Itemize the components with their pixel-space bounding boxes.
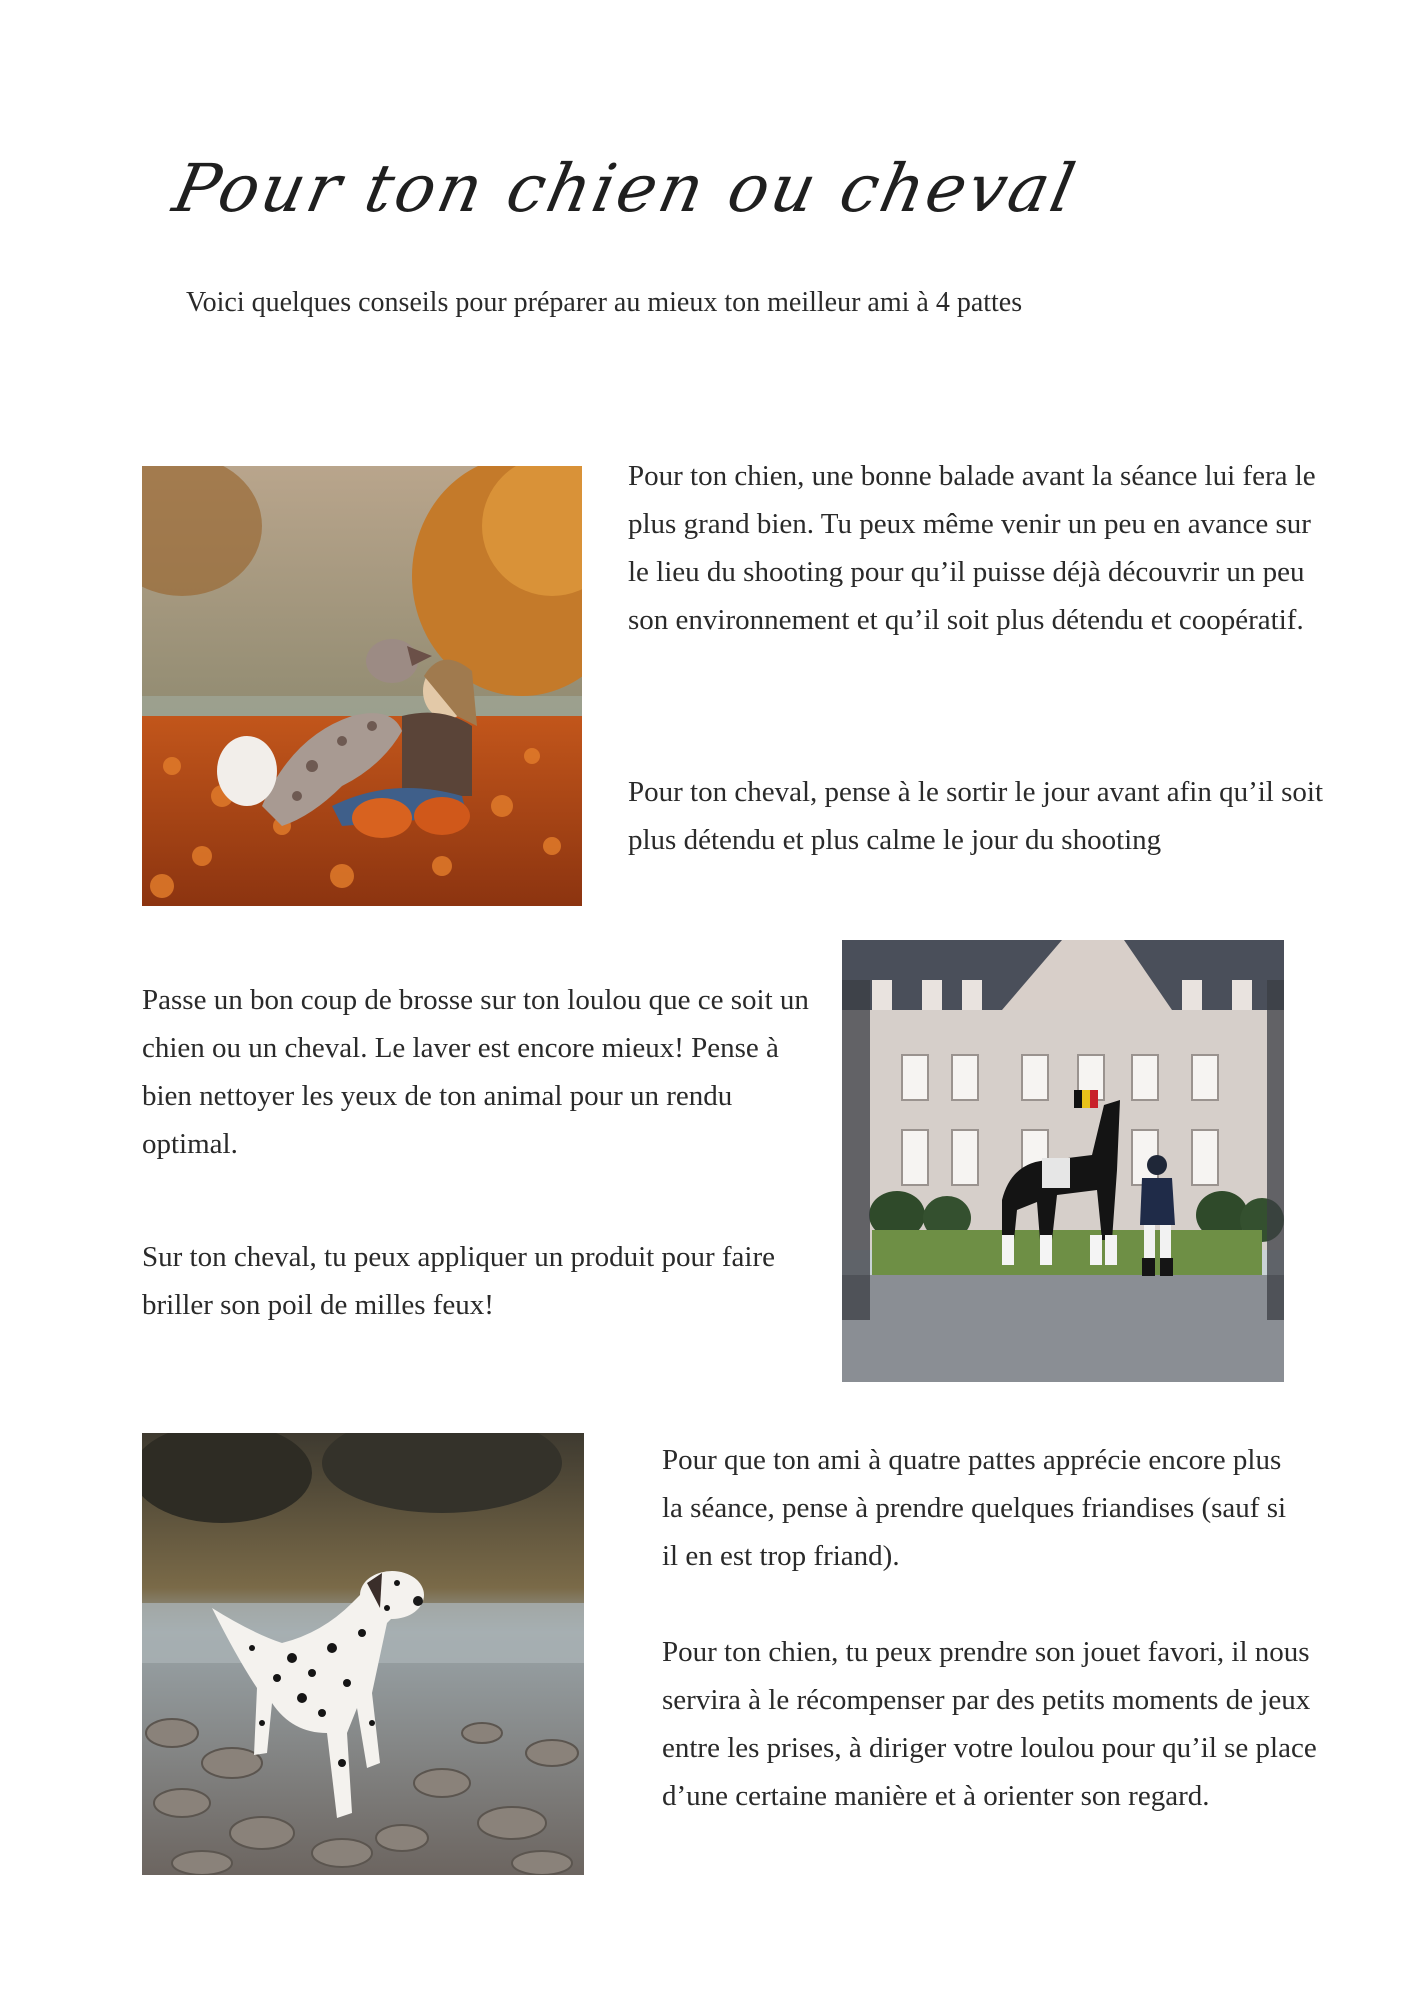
treats-paragraph: Pour que ton ami à quatre pattes apprécie encore plus la séance, pense à prendre quelques friandises (sauf si il en est trop friand). [662,1444,1287,1572]
toy-paragraph: Pour ton chien, tu peux prendre son jouet favori, il nous servira à le récompenser par des petits moments de jeux entre les prises, à diriger votre loulou pour qu’il se place d’une certaine manière et à orienter son regard. [662,1636,1317,1812]
dog-walk-paragraph: Pour ton chien, une bonne balade avant la séance lui fera le plus grand bien. Tu peux même venir un peu en avance sur le lieu du shooting pour qu’il puisse déjà découvrir un peu son environnement et qu’il soit plus détendu et coopératif. [628,460,1316,636]
page-title: Pour ton chien ou cheval [166,150,1085,227]
brushing-paragraph: Passe un bon coup de brosse sur ton loulou que ce soit un chien ou un cheval. Le laver est encore mieux! Pense à bien nettoyer les yeux de ton animal pour un rendu optimal. [142,984,809,1160]
page-subtitle: Voici quelques conseils pour préparer au mieux ton meilleur ami à 4 pattes [186,287,1023,318]
autumn-dog-photo [142,466,582,906]
horse-day-before-paragraph: Pour ton cheval, pense à le sortir le jour avant afin qu’il soit plus détendu et plus calme le jour du shooting [628,776,1324,856]
horse-chateau-photo [842,940,1284,1382]
dalmatian-photo [142,1433,584,1875]
shine-paragraph: Sur ton cheval, tu peux appliquer un produit pour faire briller son poil de milles feux! [142,1241,776,1321]
